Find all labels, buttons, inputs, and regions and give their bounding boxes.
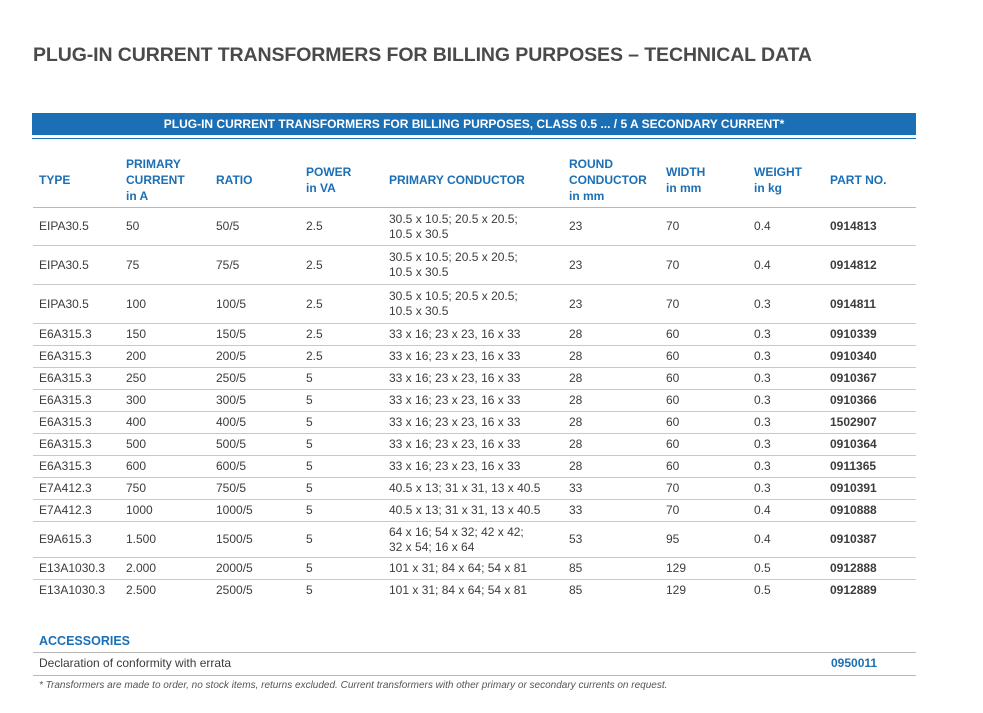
cell-power: 5 <box>300 456 383 478</box>
cell-conductor: 30.5 x 10.5; 20.5 x 20.5; 10.5 x 30.5 <box>383 285 563 324</box>
cell-power: 5 <box>300 390 383 412</box>
cell-ratio: 100/5 <box>210 285 300 324</box>
cell-current: 400 <box>120 412 210 434</box>
cell-round: 33 <box>563 500 660 522</box>
cell-type: E9A615.3 <box>33 522 120 558</box>
cell-weight: 0.3 <box>748 456 824 478</box>
cell-weight: 0.3 <box>748 346 824 368</box>
cell-current: 100 <box>120 285 210 324</box>
cell-part-no: 0910339 <box>824 324 916 346</box>
cell-round: 28 <box>563 368 660 390</box>
cell-current: 50 <box>120 208 210 246</box>
cell-current: 1000 <box>120 500 210 522</box>
cell-weight: 0.3 <box>748 434 824 456</box>
cell-conductor: 33 x 16; 23 x 23, 16 x 33 <box>383 456 563 478</box>
cell-power: 5 <box>300 558 383 580</box>
cell-part-no: 0910391 <box>824 478 916 500</box>
cell-weight: 0.4 <box>748 246 824 285</box>
table-banner: PLUG-IN CURRENT TRANSFORMERS FOR BILLING PURPOSES, CLASS 0.5 ... / 5 A SECONDARY CURRENT* <box>32 113 916 135</box>
table-row <box>33 368 916 390</box>
accessories-divider-top <box>33 652 916 653</box>
cell-round: 85 <box>569 583 583 598</box>
cell-round: 33 <box>563 478 660 500</box>
cell-part-no: 0910340 <box>824 346 916 368</box>
cell-type: EIPA30.5 <box>33 208 120 246</box>
table-row <box>33 580 916 602</box>
cell-ratio: 150/5 <box>210 324 300 346</box>
cell-current: 1.500 <box>120 522 210 558</box>
cell-ratio: 250/5 <box>210 368 300 390</box>
cell-conductor: 64 x 16; 54 x 32; 42 x 42; 32 x 54; 16 x 64 <box>383 522 563 558</box>
accessories-heading: ACCESSORIES <box>39 634 130 648</box>
cell-round: 23 <box>563 246 660 285</box>
cell-ratio: 2000/5 <box>210 558 300 580</box>
cell-part-no: 0914811 <box>824 285 916 324</box>
cell-current: 75 <box>120 246 210 285</box>
cell-weight: 0.5 <box>748 558 824 580</box>
cell-round: 28 <box>563 434 660 456</box>
header-power: POWER in VA <box>300 148 383 208</box>
cell-ratio: 500/5 <box>210 434 300 456</box>
header-weight: WEIGHT in kg <box>748 148 824 208</box>
cell-conductor: 30.5 x 10.5; 20.5 x 20.5; 10.5 x 30.5 <box>383 246 563 285</box>
cell-conductor: 33 x 16; 23 x 23, 16 x 33 <box>383 390 563 412</box>
cell-weight: 0.3 <box>748 412 824 434</box>
cell-type: E13A1030.3 <box>39 583 106 598</box>
accessories-item: Declaration of conformity with errata <box>39 656 232 670</box>
cell-width: 70 <box>660 246 748 285</box>
table-row <box>33 208 916 246</box>
cell-part-no: 0910387 <box>824 522 916 558</box>
table-row <box>33 500 916 522</box>
cell-weight: 0.3 <box>748 368 824 390</box>
cell-round: 23 <box>563 208 660 246</box>
cell-conductor: 33 x 16; 23 x 23, 16 x 33 <box>383 346 563 368</box>
cell-width: 129 <box>666 583 687 598</box>
cell-round: 28 <box>563 346 660 368</box>
cell-current: 600 <box>120 456 210 478</box>
cell-type: E7A412.3 <box>33 500 120 522</box>
cell-width: 70 <box>660 478 748 500</box>
cell-part-no: 0914813 <box>824 208 916 246</box>
cell-type: E6A315.3 <box>33 456 120 478</box>
cell-power: 5 <box>300 500 383 522</box>
cell-ratio: 1000/5 <box>210 500 300 522</box>
cell-ratio: 50/5 <box>210 208 300 246</box>
cell-power: 5 <box>300 368 383 390</box>
table-row <box>33 285 916 324</box>
cell-part-no: 0914812 <box>824 246 916 285</box>
cell-conductor: 40.5 x 13; 31 x 31, 13 x 40.5 <box>383 478 563 500</box>
cell-conductor: 33 x 16; 23 x 23, 16 x 33 <box>383 368 563 390</box>
cell-current: 250 <box>120 368 210 390</box>
cell-power: 5 <box>300 478 383 500</box>
cell-weight: 0.4 <box>748 500 824 522</box>
cell-round: 85 <box>563 558 660 580</box>
cell-width: 70 <box>660 500 748 522</box>
table-row <box>33 522 916 558</box>
cell-type: E6A315.3 <box>33 368 120 390</box>
cell-round: 23 <box>563 285 660 324</box>
cell-conductor: 101 x 31; 84 x 64; 54 x 81 <box>383 558 563 580</box>
cell-current: 2.000 <box>120 558 210 580</box>
cell-weight: 0.4 <box>748 522 824 558</box>
cell-power: 5 <box>300 522 383 558</box>
cell-weight: 0.4 <box>748 208 824 246</box>
cell-width: 70 <box>660 285 748 324</box>
header-round-conductor: ROUND CONDUCTOR in mm <box>563 148 660 208</box>
footnote: * Transformers are made to order, no stock items, returns excluded. Current transformers with other primary or secondary currents on request. <box>39 680 668 691</box>
cell-width: 70 <box>660 208 748 246</box>
cell-width: 95 <box>660 522 748 558</box>
cell-power: 5 <box>306 583 313 598</box>
table-row <box>33 246 916 285</box>
cell-type: E6A315.3 <box>33 434 120 456</box>
cell-power: 5 <box>300 434 383 456</box>
cell-power: 2.5 <box>300 324 383 346</box>
cell-round: 28 <box>563 412 660 434</box>
cell-ratio: 750/5 <box>210 478 300 500</box>
cell-type: E7A412.3 <box>33 478 120 500</box>
cell-part-no: 0910364 <box>824 434 916 456</box>
cell-ratio: 1500/5 <box>210 522 300 558</box>
cell-conductor: 30.5 x 10.5; 20.5 x 20.5; 10.5 x 30.5 <box>383 208 563 246</box>
technical-data-table <box>33 148 916 602</box>
cell-type: E6A315.3 <box>33 412 120 434</box>
cell-conductor: 33 x 16; 23 x 23, 16 x 33 <box>383 412 563 434</box>
cell-weight: 0.3 <box>748 285 824 324</box>
cell-width: 60 <box>660 368 748 390</box>
cell-ratio: 300/5 <box>210 390 300 412</box>
header-part-no: PART NO. <box>824 148 916 208</box>
cell-width: 60 <box>660 346 748 368</box>
cell-power: 2.5 <box>300 285 383 324</box>
cell-power: 5 <box>300 412 383 434</box>
table-row <box>33 412 916 434</box>
page-title: PLUG-IN CURRENT TRANSFORMERS FOR BILLING PURPOSES – TECHNICAL DATA <box>33 44 812 66</box>
table-row <box>33 324 916 346</box>
cell-weight: 0.3 <box>748 324 824 346</box>
cell-type: E13A1030.3 <box>33 558 120 580</box>
banner-underline <box>32 138 916 139</box>
cell-current: 500 <box>120 434 210 456</box>
accessories-row <box>39 656 916 670</box>
cell-width: 129 <box>660 558 748 580</box>
header-type: TYPE <box>33 148 120 208</box>
cell-width: 60 <box>660 412 748 434</box>
cell-conductor: 40.5 x 13; 31 x 31, 13 x 40.5 <box>383 500 563 522</box>
cell-part-no: 0910888 <box>824 500 916 522</box>
cell-conductor: 101 x 31; 84 x 64; 54 x 81 <box>389 583 528 598</box>
cell-part-no: 0912889 <box>830 583 877 598</box>
cell-ratio: 75/5 <box>210 246 300 285</box>
table-row <box>33 346 916 368</box>
cell-current: 2.500 <box>126 583 157 598</box>
table-row <box>33 434 916 456</box>
cell-width: 60 <box>660 456 748 478</box>
cell-part-no: 0912888 <box>824 558 916 580</box>
cell-weight: 0.3 <box>748 390 824 412</box>
cell-conductor: 33 x 16; 23 x 23, 16 x 33 <box>383 434 563 456</box>
table-row <box>33 456 916 478</box>
cell-power: 2.5 <box>300 246 383 285</box>
cell-width: 60 <box>660 324 748 346</box>
cell-round: 28 <box>563 324 660 346</box>
cell-current: 150 <box>120 324 210 346</box>
cell-width: 60 <box>660 390 748 412</box>
cell-weight: 0.5 <box>754 583 771 598</box>
cell-type: EIPA30.5 <box>33 246 120 285</box>
cell-current: 200 <box>120 346 210 368</box>
cell-part-no: 0911365 <box>824 456 916 478</box>
cell-part-no: 1502907 <box>824 412 916 434</box>
header-primary-conductor: PRIMARY CONDUCTOR <box>383 148 563 208</box>
cell-ratio: 200/5 <box>210 346 300 368</box>
table-row <box>33 390 916 412</box>
cell-current: 300 <box>120 390 210 412</box>
cell-width: 60 <box>660 434 748 456</box>
cell-type: E6A315.3 <box>33 346 120 368</box>
cell-round: 53 <box>563 522 660 558</box>
cell-power: 2.5 <box>300 208 383 246</box>
cell-part-no: 0910366 <box>824 390 916 412</box>
cell-ratio: 2500/5 <box>216 583 253 598</box>
accessories-part-no: 0950011 <box>831 656 878 670</box>
header-primary-current: PRIMARY CURRENT in A <box>120 148 210 208</box>
cell-conductor: 33 x 16; 23 x 23, 16 x 33 <box>383 324 563 346</box>
cell-ratio: 600/5 <box>210 456 300 478</box>
cell-type: EIPA30.5 <box>33 285 120 324</box>
header-ratio: RATIO <box>210 148 300 208</box>
cell-current: 750 <box>120 478 210 500</box>
header-row <box>33 148 916 208</box>
cell-type: E6A315.3 <box>33 390 120 412</box>
header-width: WIDTH in mm <box>660 148 748 208</box>
cell-round: 28 <box>563 456 660 478</box>
cell-part-no: 0910367 <box>824 368 916 390</box>
cell-power: 2.5 <box>300 346 383 368</box>
cell-weight: 0.3 <box>748 478 824 500</box>
table-row <box>33 558 916 580</box>
accessories-divider-bottom <box>33 675 916 676</box>
table-row <box>33 478 916 500</box>
cell-round: 28 <box>563 390 660 412</box>
cell-ratio: 400/5 <box>210 412 300 434</box>
cell-type: E6A315.3 <box>33 324 120 346</box>
